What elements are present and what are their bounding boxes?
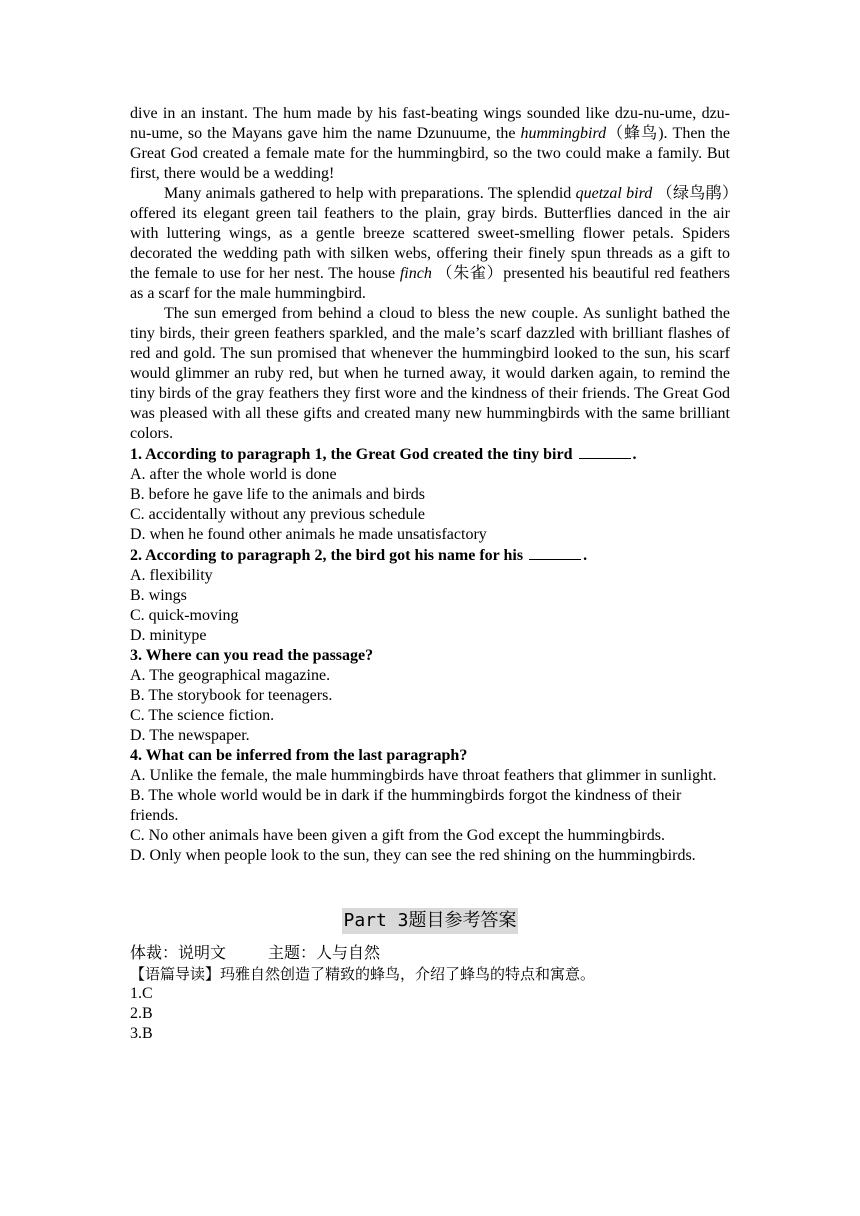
question-text: 1. According to paragraph 1, the Great God created the tiny bird	[130, 446, 573, 463]
question-end: .	[632, 446, 637, 463]
paragraph-text: （蜂鸟). Then the Great God created a female mate for the hummingbird, so the two could make a family. But first, there would be a wedding!	[130, 125, 730, 182]
document-page	[130, 104, 730, 1044]
question-1-stem	[130, 444, 730, 465]
question-4-stem: 4. What can be inferred from the last paragraph?	[130, 747, 468, 764]
question-4-option-b: B. The whole world would be in dark if the hummingbirds forgot the kindness of their friends.	[130, 787, 682, 824]
paragraph-text: （朱雀）presented his beautiful red feathers as a scarf for the male hummingbird.	[130, 265, 730, 302]
paragraph-text: （绿鸟鹃）offered its elegant green tail feathers to the plain, gray birds. Butterflies danced in the air with luttering wings, as a gentle breeze scattered sweet-smelling flower petals. Spiders decorated the wedding path with silken webs, offering their finely spun threads as a gift to the female to use for her nest. The house	[130, 185, 730, 282]
answer-blank	[529, 545, 581, 560]
question-2-option-a: A. flexibility	[130, 567, 213, 584]
question-3-option-a: A. The geographical magazine.	[130, 667, 331, 684]
answer-3: 3.B	[130, 1025, 153, 1042]
question-2-option-b: B. wings	[130, 587, 187, 604]
passage-paragraph-2	[130, 184, 730, 304]
question-2-stem	[130, 545, 730, 566]
question-4-option-d: D. Only when people look to the sun, they can see the red shining on the hummingbirds.	[130, 847, 696, 864]
question-1-option-a: A. after the whole world is done	[130, 466, 337, 483]
genre-label: 体裁：说明文	[130, 945, 227, 962]
italic-term: quetzal bird	[575, 185, 653, 202]
passage-paragraph-3: The sun emerged from behind a cloud to bless the new couple. As sunlight bathed the tiny birds, their green feathers sparkled, and the male’s scarf dazzled with brilliant flashes of red and gold. The sun promised that whenever the hummingbird looked to the sun, his scarf would glimmer an ruby red, but when he turned away, it would darken again, to remind the tiny birds of the gray feathers they first wore and the kindness of their friends. The Great God was pleased with all these gifts and created many new hummingbirds with the same brilliant colors.	[130, 305, 730, 442]
section-heading	[130, 908, 730, 934]
theme-label: 主题：人与自然	[268, 945, 381, 962]
question-4-option-a: A. Unlike the female, the male hummingbirds have throat feathers that glimmer in sunlight.	[130, 767, 717, 784]
question-3-option-b: B. The storybook for teenagers.	[130, 687, 333, 704]
question-1-option-d: D. when he found other animals he made unsatisfactory	[130, 526, 487, 543]
passage-guide: 【语篇导读】玛雅自然创造了精致的蜂鸟，介绍了蜂鸟的特点和寓意。	[130, 965, 596, 983]
genre-theme-line	[130, 944, 730, 964]
question-2-option-c: C. quick-moving	[130, 607, 239, 624]
question-end: .	[583, 547, 588, 564]
question-2-option-d: D. minitype	[130, 627, 207, 644]
question-3-option-c: C. The science fiction.	[130, 707, 275, 724]
italic-term: hummingbird	[520, 125, 607, 142]
question-4-option-c: C. No other animals have been given a gift from the God except the hummingbirds.	[130, 827, 665, 844]
answer-2: 2.B	[130, 1005, 153, 1022]
passage-paragraph-1	[130, 104, 730, 184]
question-3-stem: 3. Where can you read the passage?	[130, 647, 374, 664]
question-1-option-c: C. accidentally without any previous schedule	[130, 506, 426, 523]
question-1-option-b: B. before he gave life to the animals and birds	[130, 486, 426, 503]
answer-1: 1.C	[130, 985, 153, 1002]
section-title: Part 3题目参考答案	[342, 908, 517, 934]
question-3-option-d: D. The newspaper.	[130, 727, 250, 744]
italic-term: finch	[399, 265, 432, 282]
paragraph-text: dive in an instant. The hum made by his fast-beating wings sounded like dzu-nu-ume, dzu-nu-ume, so the Mayans gave him the name Dzunuume, the	[130, 105, 730, 142]
answer-blank	[579, 444, 631, 459]
question-text: 2. According to paragraph 2, the bird got his name for his	[130, 547, 524, 564]
paragraph-text: Many animals gathered to help with preparations. The splendid	[164, 185, 576, 202]
